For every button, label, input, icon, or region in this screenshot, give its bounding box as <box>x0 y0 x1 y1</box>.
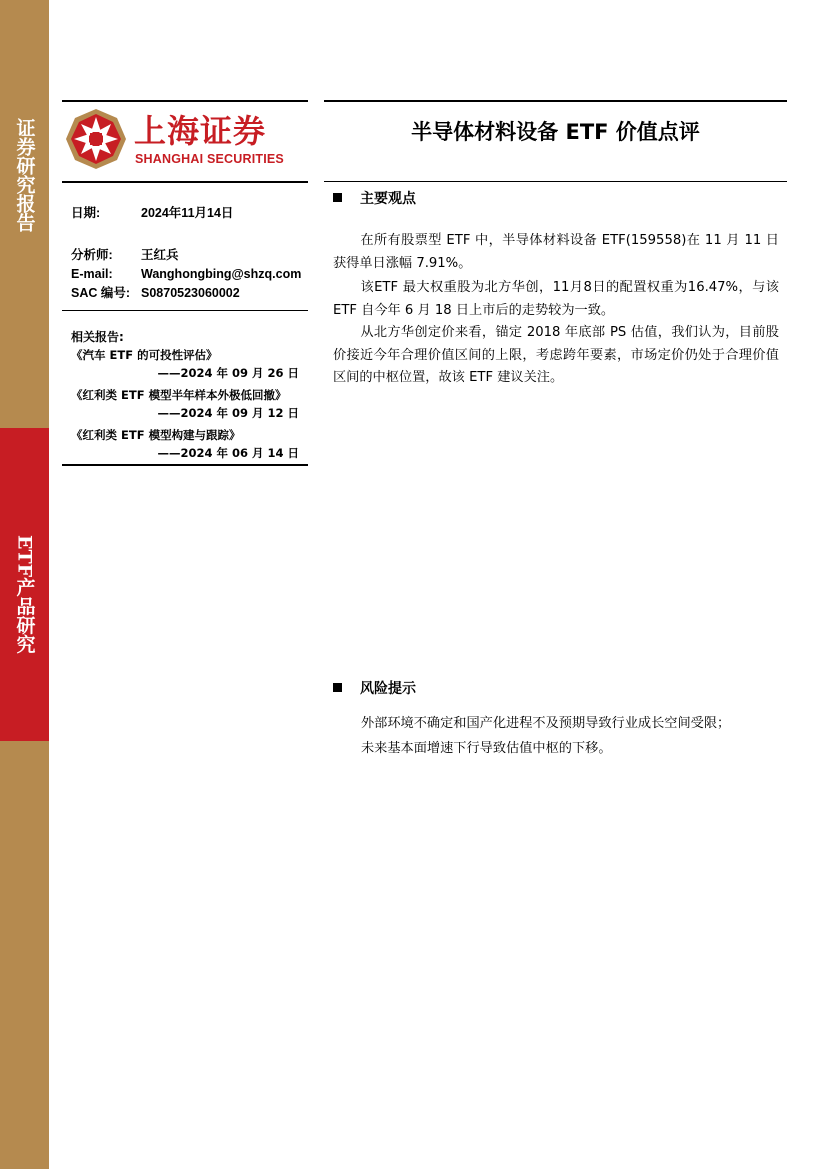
bullet-square-icon <box>333 193 342 202</box>
related-report-item[interactable] <box>71 386 299 422</box>
risk-line: 外部环境不确定和国产化进程不及预期导致行业成长空间受限； <box>361 716 731 731</box>
header-rule-left-bottom <box>62 181 308 183</box>
meta-divider <box>62 310 308 311</box>
section-heading: 风险提示 <box>360 681 416 697</box>
date-label: 日期: <box>71 206 101 220</box>
related-report-title[interactable]: 《红利类 ETF 模型构建与跟踪》 <box>71 428 241 442</box>
sac-label: SAC 编号: <box>71 286 131 300</box>
section-heading: 主要观点 <box>360 191 416 207</box>
related-report-item[interactable] <box>71 346 299 382</box>
email-label: E-mail: <box>71 267 113 281</box>
header-rule-right-bottom <box>324 181 787 182</box>
paragraph-text: 在所有股票型 ETF 中，半导体材料设备 ETF(159558)在 11 月 11 日获得单日涨幅 7.91%。 <box>333 233 779 271</box>
date-value: 2024年11月14日 <box>141 206 234 220</box>
sac-value: S0870523060002 <box>141 286 240 300</box>
paragraph-text: 从北方华创定价来看，锚定 2018 年底部 PS 估值，我们认为，目前股价接近今年合理价值区间的上限，考虑跨年要素，市场定价仍处于合理价值区间的中枢位置，故该 ETF 建议关注。 <box>333 325 779 385</box>
related-divider <box>62 464 308 466</box>
header-rule-right <box>324 100 787 102</box>
sidebar-label-category: ETF产品研究 <box>13 535 36 654</box>
related-report-title[interactable]: 《红利类 ETF 模型半年样本外极低回撤》 <box>71 388 287 402</box>
related-report-date: ——2024 年 06 月 14 日 <box>157 446 299 460</box>
related-reports-heading: 相关报告: <box>71 330 124 344</box>
related-report-title[interactable]: 《汽车 ETF 的可投性评估》 <box>71 348 218 362</box>
brand-name-cn: 上海证券 <box>134 112 267 150</box>
section-main-points <box>333 188 416 208</box>
paragraph <box>333 230 779 275</box>
paragraph-text: 该ETF 最大权重股为北方华创，11月8日的配置权重为16.47%，与该 ETF 自今年 6 月 18 日上市后的走势较为一致。 <box>333 280 779 318</box>
section-risk <box>333 678 416 698</box>
octagon-logo-icon <box>65 108 127 170</box>
related-report-date: ——2024 年 09 月 12 日 <box>157 406 299 420</box>
analyst-value: 王红兵 <box>141 248 179 262</box>
paragraph <box>333 322 779 390</box>
related-report-date: ——2024 年 09 月 26 日 <box>157 366 299 380</box>
email-value[interactable]: Wanghongbing@shzq.com <box>141 267 302 281</box>
related-report-item[interactable] <box>71 426 299 462</box>
bullet-square-icon <box>333 683 342 692</box>
header-rule-left <box>62 100 308 102</box>
risk-line: 未来基本面增速下行导致估值中枢的下移。 <box>361 741 612 756</box>
analyst-label: 分析师: <box>71 248 113 262</box>
brand-name-en: SHANGHAI SECURITIES <box>135 152 284 166</box>
sidebar-label-report-type: 证券研究报告 <box>13 118 36 232</box>
page-title: 半导体材料设备 ETF 价值点评 <box>411 120 700 144</box>
paragraph <box>333 277 779 322</box>
